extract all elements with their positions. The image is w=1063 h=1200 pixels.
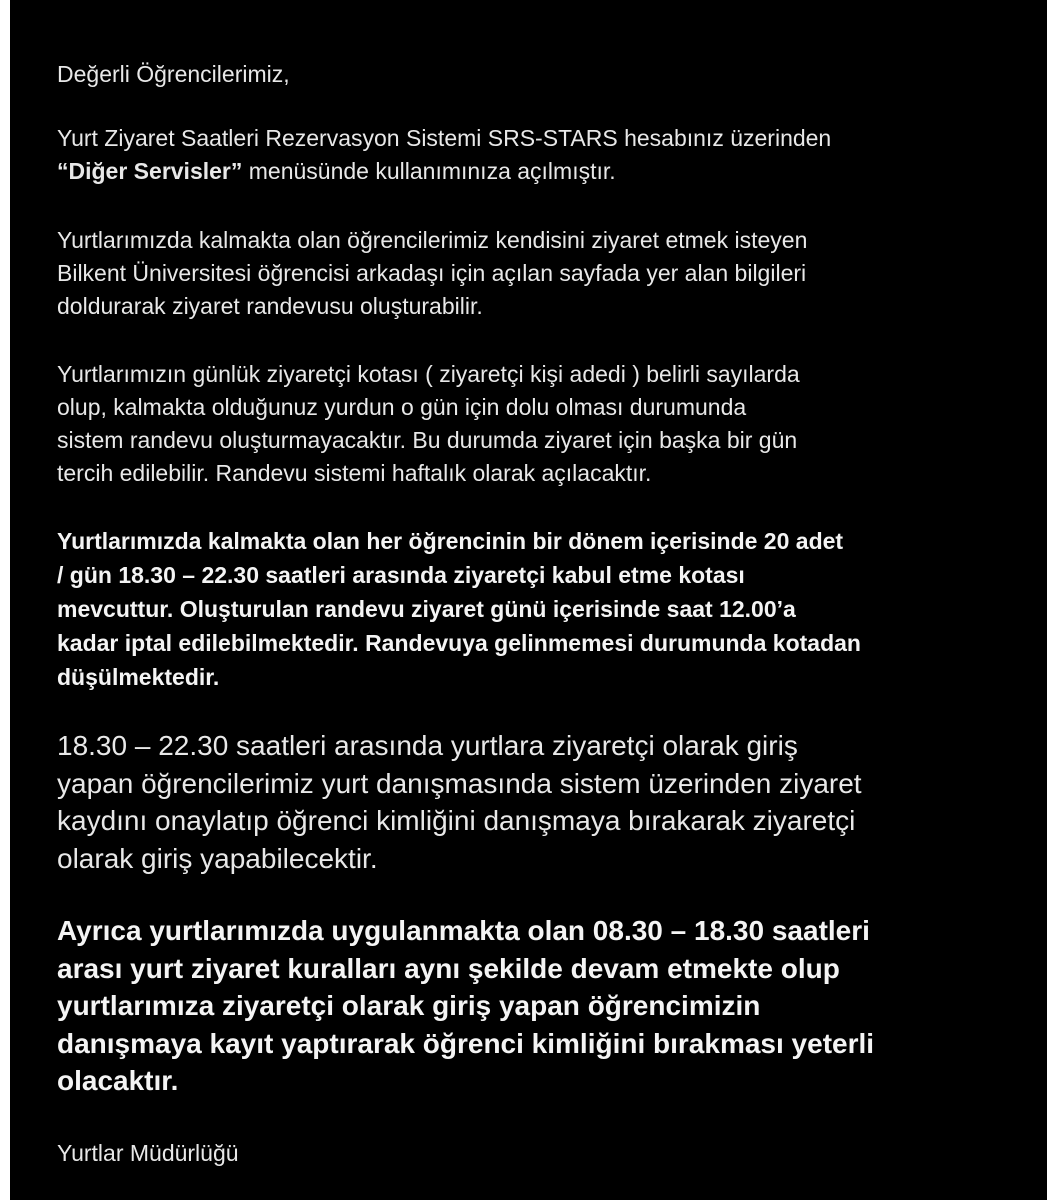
greeting: Değerli Öğrencilerimiz, [57,61,290,87]
intro-text-end: menüsünde kullanımınıza açılmıştır. [242,158,616,184]
intro-text: Yurt Ziyaret Saatleri Rezervasyon Sistemi SRS-STARS hesabınız üzerinden [57,125,832,151]
intro-paragraph [57,122,1032,188]
announcement-page [10,0,1047,1200]
signature: Yurtlar Müdürlüğü [57,1140,239,1166]
quota-info-paragraph: Yurtlarımızın günlük ziyaretçi kotası ( ziyaretçi kişi adedi ) belirli sayılarda olup, kalmakta olduğunuz yurdun o gün için dolu olması durumunda sistem randevu oluşturmayacaktır. Bu durumda ziyaret için başka bir gün tercih edilebilir. Randevu sistemi haftalık olarak açılacaktır. [57,361,800,486]
daytime-rules-paragraph: Ayrıca yurtlarımızda uygulanmakta olan 08.30 – 18.30 saatleri arası yurt ziyaret kuralları aynı şekilde devam etmekte olup yurtlarımıza ziyaretçi olarak giriş yapan öğrencimizin danışmaya kayıt yaptırarak öğrenci kimliğini bırakması yeterli olacaktır. [57,915,875,1096]
quota-rules-paragraph: Yurtlarımızda kalmakta olan her öğrencinin bir dönem içerisinde 20 adet / gün 18.30 – 22.30 saatleri arasında ziyaretçi kabul etme kotası mevcuttur. Oluşturulan randevu ziyaret günü içerisinde saat 12.00’a kadar iptal edilebilmektedir. Randevuya gelinmemesi durumunda kotadan düşülmektedir. [57,528,861,690]
entry-info-paragraph: 18.30 – 22.30 saatleri arasında yurtlara ziyaretçi olarak giriş yapan öğrencilerimiz yurt danışmasında sistem üzerinden ziyaret kaydını onaylatıp öğrenci kimliğini danışmaya bırakarak ziyaretçi olarak giriş yapabilecektir. [57,730,862,874]
menu-name-highlight: “Diğer Servisler” [57,158,243,184]
visit-info-paragraph: Yurtlarımızda kalmakta olan öğrencilerimiz kendisini ziyaret etmek isteyen Bilkent Üniversitesi öğrencisi arkadaşı için açılan sayfada yer alan bilgileri doldurarak ziyaret randevusu oluşturabilir. [57,227,808,319]
